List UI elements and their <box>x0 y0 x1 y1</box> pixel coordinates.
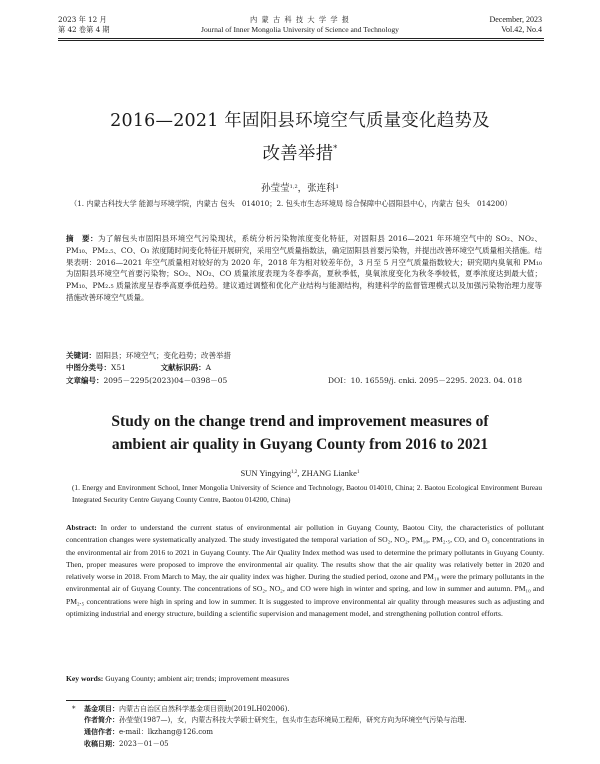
chinese-keywords-text: 固阳县；环境空气；变化趋势；改善举措 <box>96 351 231 360</box>
fund-label: 基金项目： <box>84 705 119 713</box>
header-left <box>58 15 110 35</box>
author-1-cn-affil: 1,2 <box>289 184 298 190</box>
chinese-keywords <box>66 350 542 362</box>
chinese-keywords-label: 关键词： <box>66 351 96 360</box>
article-number-label: 文章编号： <box>66 376 104 385</box>
english-title <box>40 410 560 456</box>
author-2-cn: ，张连科 <box>297 183 336 194</box>
doc-code-value: A <box>205 363 212 372</box>
chinese-title <box>40 108 560 168</box>
received-label: 收稿日期： <box>84 740 119 748</box>
english-abstract <box>66 522 544 620</box>
header-date: 2023 年 12 月 <box>58 15 107 24</box>
title-footnote-mark: * <box>333 144 338 153</box>
author-1-en-affil: 1,2 <box>290 470 298 475</box>
chinese-abstract <box>66 233 542 304</box>
received-date: 2023－01－05 <box>119 740 169 748</box>
doc-code-label: 文献标识码： <box>160 363 206 372</box>
english-keywords <box>66 673 544 685</box>
chinese-abstract-label: 摘 要： <box>66 234 98 243</box>
header-rule-top <box>58 38 544 39</box>
footnote-rule <box>66 700 226 701</box>
header-center <box>150 15 450 35</box>
author-bio-label: 作者简介： <box>84 716 119 724</box>
english-keywords-text: Guyang County; ambient air; trends; improvement measures <box>105 674 290 683</box>
chinese-title-line2: 改善举措 <box>262 144 334 164</box>
article-number-value: 2095－2295(2023)04－0398－05 <box>103 376 228 385</box>
journal-name-en: Journal of Inner Mongolia University of Science and Technology <box>201 25 399 34</box>
english-abstract-label: Abstract: <box>66 523 97 532</box>
header-rule-bottom <box>58 40 544 41</box>
article-number-line <box>66 375 542 387</box>
footnote-contact <box>84 727 544 738</box>
doi: DOI：10. 16559/j. cnki. 2095－2295. 2023. 04. 018 <box>328 376 523 385</box>
fund-text: 内蒙古自治区自然科学基金项目资助(2019LH02006). <box>119 705 290 713</box>
chinese-affiliation: （1. 内蒙古科技大学 能源与环境学院，内蒙古 包头 014010；2. 包头市生态环境局 综合保障中心固阳县中心，内蒙古 包头 014200） <box>70 199 512 208</box>
header-volume: 第 42 卷第 4 期 <box>58 25 110 34</box>
classification-line <box>66 362 542 374</box>
footnote-author <box>84 715 544 726</box>
header-month-en: December, 2023 <box>489 15 542 24</box>
author-2-cn-affil: 1 <box>335 184 339 190</box>
english-affiliation: (1. Energy and Environment School, Inner Mongolia University of Science and Technology, Baotou 014010, China; 2. Baotou Ecological Environment Bureau Integrated Security Centre Guyang County Centre, Baotou 014200, China) <box>72 483 542 504</box>
author-1-en: SUN Yingying <box>240 468 291 478</box>
english-authors <box>40 468 560 478</box>
chinese-abstract-text: 为了解包头市固阳县环境空气污染现状，系统分析污染物浓度变化特征，对固阳县 2016—2021 年环境空气中的 SO₂、NO₂、PM₁₀、PM₂.₅、CO、O₃ 浓度随时间变化特征开展研究，采用空气质量指数法，确定固阳县首要污染物，并提出改善环境空气质量相关措施。结果表明：2016—2021 年空气质量相对较好的为 2020 年，2018 年为相对较差年份，3 月至 5 月空气质量指数较大；研究期内臭氧和 PM₁₀ 为固阳县环境空气首要污染物；SO₂、NO₂、CO 质量浓度表现为冬春季高，夏秋季低，臭氧浓度变化为秋冬季较低，夏季浓度达到最大值；PM₁₀、PM₂.₅ 质量浓度呈春季高夏季低趋势。建议通过调整和优化产业结构与能源结构，构建科学的监督管理模式以及加强污染物治理力度等措施改善环境空气质量。 <box>66 234 542 302</box>
author-2-en-affil: 1 <box>356 470 360 475</box>
footnote-star: * <box>72 705 76 713</box>
chinese-authors <box>40 180 560 194</box>
english-abstract-text: In order to understand the current status of environmental air pollution in Guyang County, Baotou City, the characteristics of pollutant concentration changes were systematically analyzed. The study investigated the temporal variation of SO₂, NO₂, PM₁₀, PM₂.₅, CO, and O₃ concentrations in the environmental air from 2016 to 2021 in Guyang County. The Air Quality Index method was used to determine the primary pollutants in Guyang County. Then, proper measures were proposed to improve the environmental air quality. The results show that the air quality was relatively better in 2020 and relatively worse in 2018. From March to May, the air quality index was higher. During the studied period, ozone and PM₁₀ were the primary pollutants in the environmental air of Guyang County. The concentrations of SO₂, NO₂, and CO were high in winter and spring, and low in summer and autumn. PM₁₀ and PM₂.₅ concentrations were high in spring and low in summer. It is suggested to improve environmental air quality through measures such as adjusting and optimizing industrial and energy structure, building a scientific supervision and management model, and strengthening pollution control efforts. <box>66 523 544 619</box>
header-right <box>489 15 542 35</box>
journal-name-cn: 内 蒙 古 科 技 大 学 学 报 <box>250 15 350 24</box>
contact-email[interactable]: e-mail：lkzhang@126.com <box>119 728 213 736</box>
author-2-en: , ZHANG Lianke <box>297 468 357 478</box>
author-1-cn: 孙莹莹 <box>261 183 290 194</box>
footnote-received <box>84 739 544 750</box>
clc-value: X51 <box>111 363 126 372</box>
english-title-line1: Study on the change trend and improvement measures of <box>111 413 489 430</box>
chinese-title-line1: 2016—2021 年固阳县环境空气质量变化趋势及 <box>110 111 490 131</box>
english-keywords-label: Key words: <box>66 674 104 683</box>
english-title-line2: ambient air quality in Guyang County from 2016 to 2021 <box>111 436 489 453</box>
author-bio-text: 孙莹莹(1987—)，女，内蒙古科技大学硕士研究生，包头市生态环境局工程师，研究方向为环境空气污染与治理. <box>119 716 467 724</box>
clc-label: 中图分类号： <box>66 363 111 372</box>
header-vol-en: Vol.42, No.4 <box>501 25 542 34</box>
contact-label: 通信作者： <box>84 728 119 736</box>
footnote-fund <box>72 704 532 715</box>
